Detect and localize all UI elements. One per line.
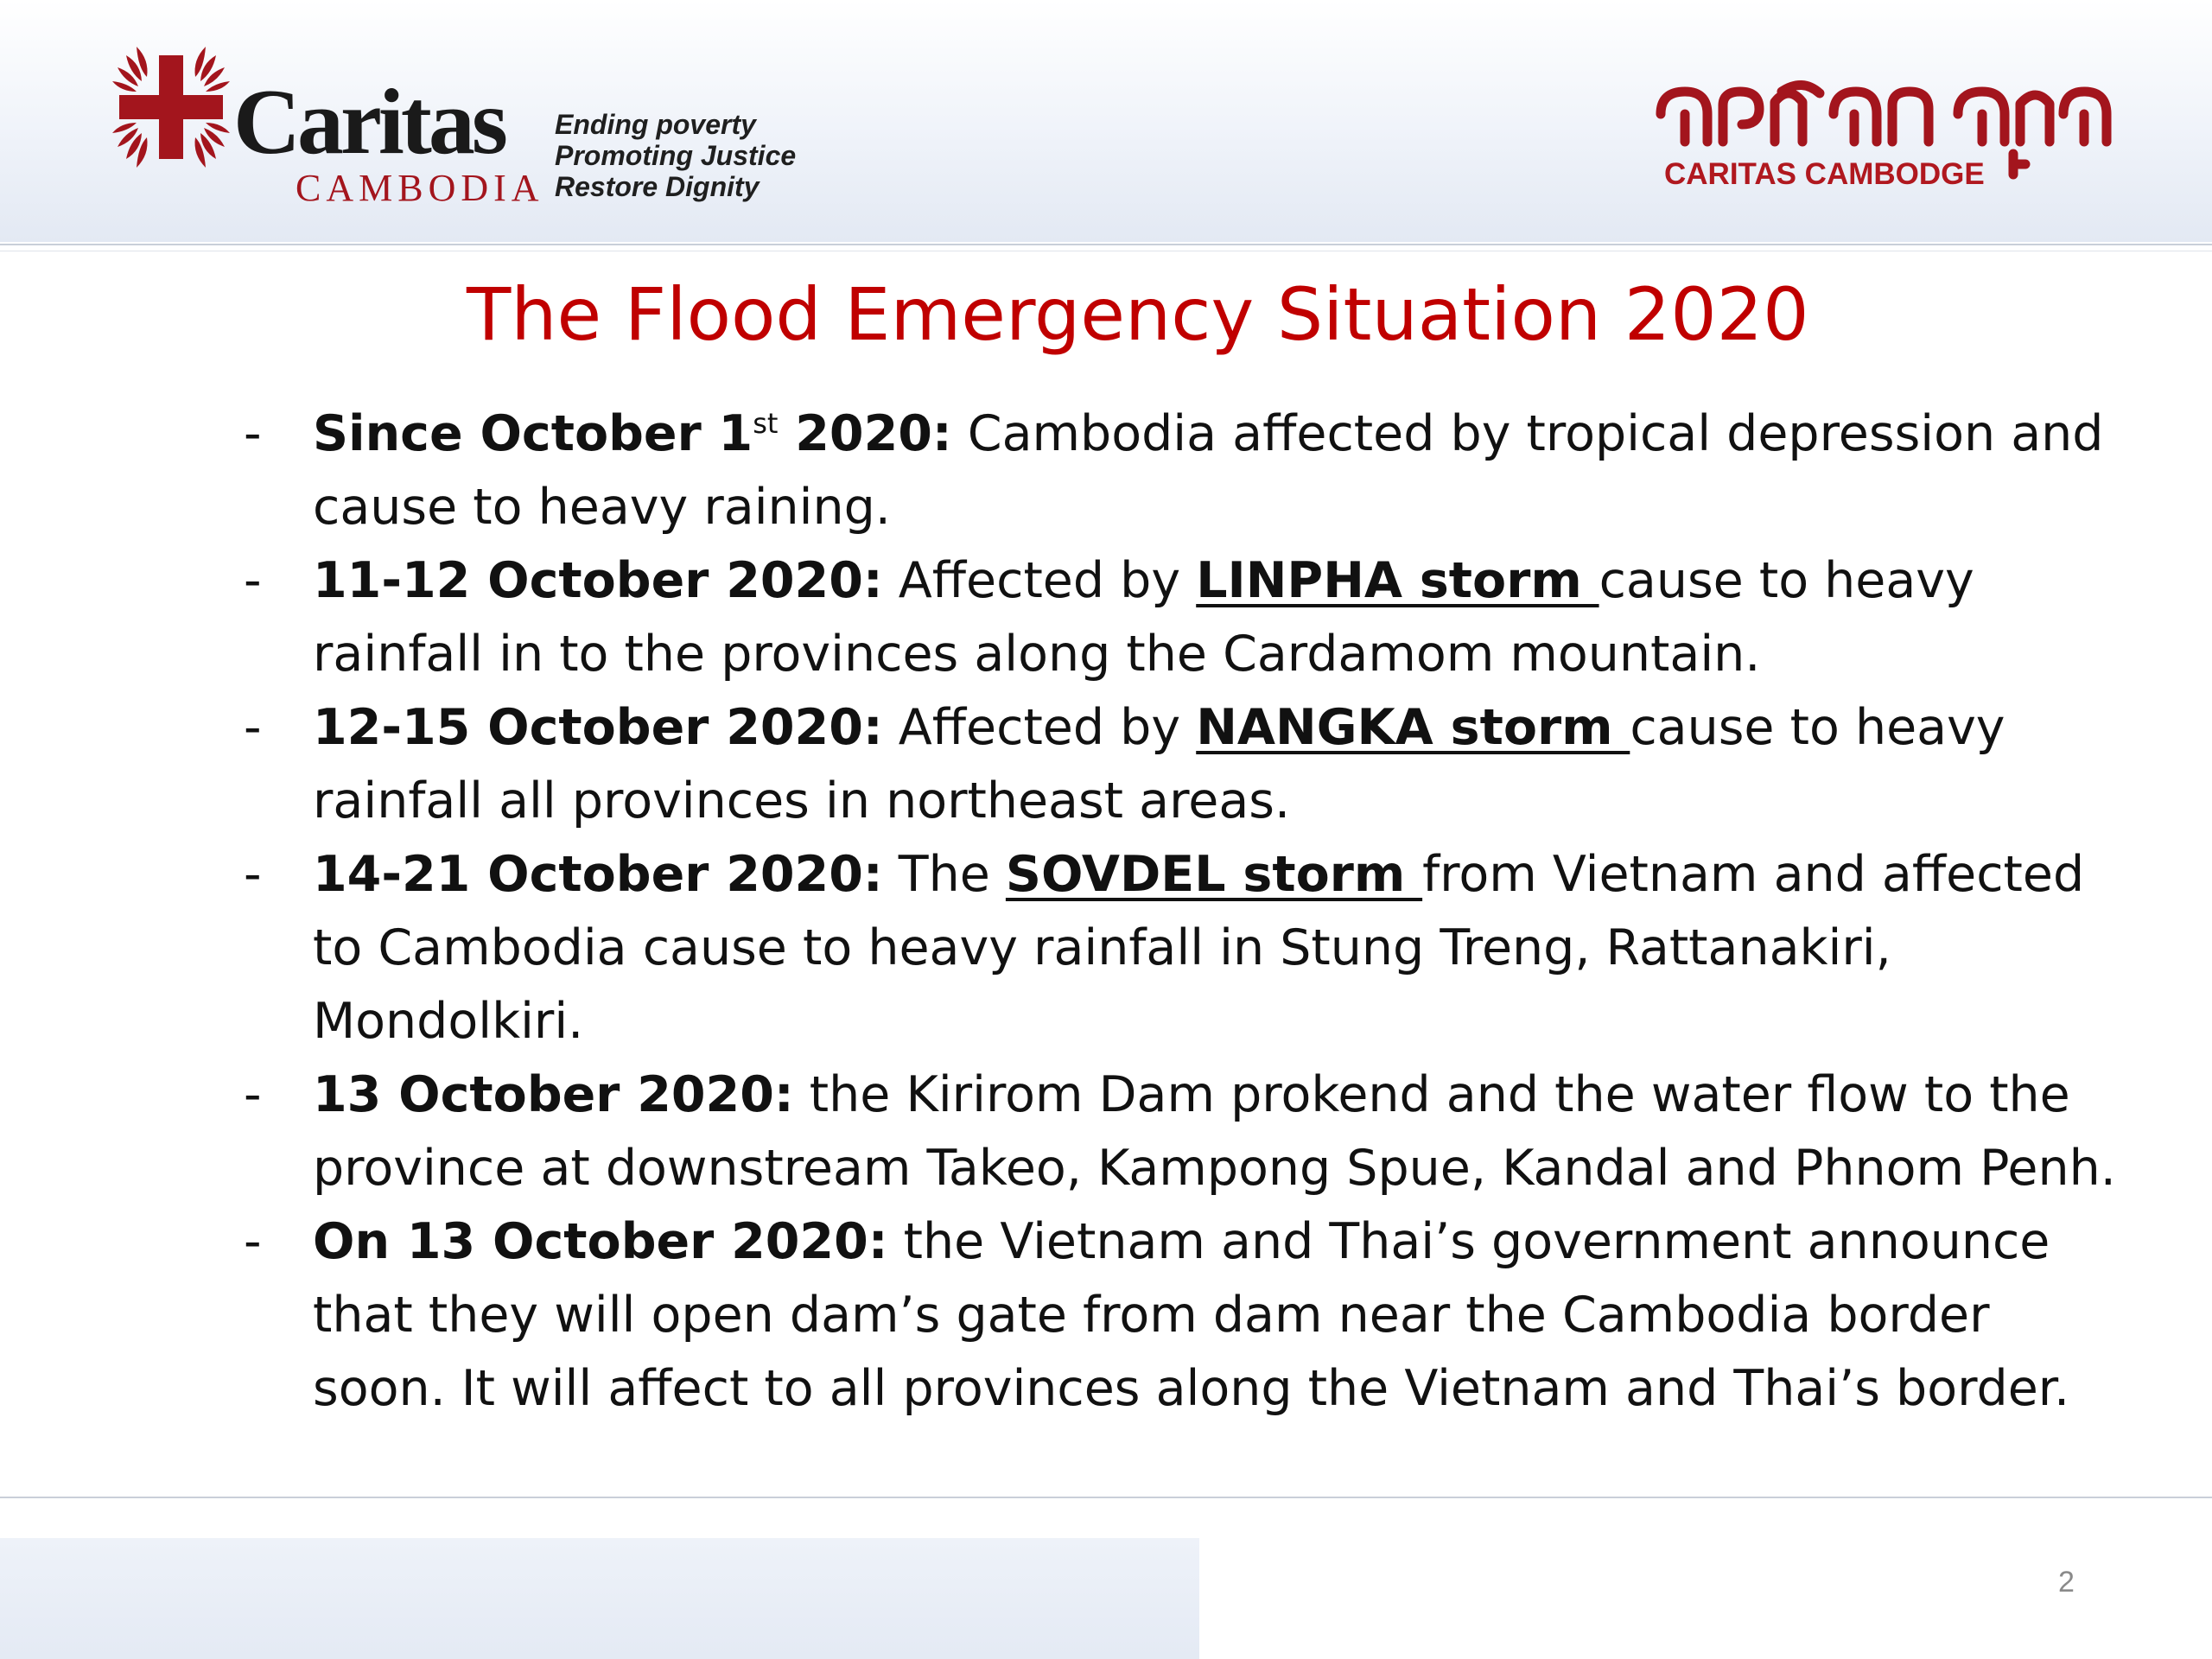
tagline-line-2: Promoting Justice: [555, 140, 797, 171]
slide-title: The Flood Emergency Situation 2020: [467, 272, 1809, 357]
storm-name: NANGKA storm: [1196, 699, 1630, 756]
tagline-line-1: Ending poverty: [555, 109, 756, 140]
bullet-marker: -: [244, 552, 262, 609]
caritas-cross-logo-icon: [102, 38, 240, 176]
bullet-text: from Vietnam and affected to Cambodia cause to heavy rainfall in Stung Treng, Rattanakiri, Mondolkiri.: [313, 846, 2085, 1050]
logo-tagline: [555, 109, 796, 202]
bullet-item-1: [233, 397, 2134, 544]
page-number: 2: [2058, 1566, 2075, 1599]
bullet-item-5: [233, 1058, 2134, 1205]
bullet-date: Since October 1: [313, 405, 753, 462]
bullet-date-year: 2020:: [778, 405, 952, 462]
footer-divider: [0, 1497, 2212, 1498]
bullet-lead: Affected by: [882, 552, 1197, 609]
bullet-marker: -: [244, 846, 262, 903]
bullet-date: 13 October 2020:: [313, 1066, 794, 1123]
bullet-text: cause to heavy rainfall all provinces in northeast areas.: [313, 699, 2005, 830]
bullet-marker: -: [244, 1213, 262, 1270]
bullet-marker: -: [244, 1066, 262, 1123]
footer-band: [0, 1538, 1199, 1659]
bullet-lead: Affected by: [882, 699, 1197, 756]
bullet-item-6: [233, 1205, 2134, 1426]
bullet-lead: The: [882, 846, 1006, 903]
bullet-date: On 13 October 2020:: [313, 1213, 888, 1270]
bullet-list: [233, 397, 2134, 1426]
header-divider: [0, 244, 2212, 245]
bullet-marker: -: [244, 699, 262, 756]
bullet-date: 12-15 October 2020:: [313, 699, 883, 756]
bullet-text: cause to heavy rainfall in to the provinces along the Cardamom mountain.: [313, 552, 1974, 683]
bullet-date-ordinal: st: [753, 407, 779, 440]
bullet-item-2: [233, 544, 2134, 691]
bullet-item-4: [233, 838, 2134, 1058]
khmer-logo-subtitle: CARITAS CAMBODGE: [1664, 157, 1985, 191]
bullet-date: 11-12 October 2020:: [313, 552, 883, 609]
bullet-text: the Kirirom Dam prokend and the water flow to the province at downstream Takeo, Kampong Spue, Kandal and Phnom Penh.: [313, 1066, 2116, 1197]
tagline-line-3: Restore Dignity: [555, 171, 760, 202]
bullet-text: the Vietnam and Thai’s government announce that they will open dam’s gate from dam near the Cambodia border soon. It will affect to all provinces along the Vietnam and Thai’s border.: [313, 1213, 2070, 1417]
caritas-logo-subtitle: CAMBODIA: [296, 167, 544, 209]
storm-name: LINPHA storm: [1196, 552, 1599, 609]
storm-name: SOVDEL storm: [1005, 846, 1423, 903]
bullet-item-3: [233, 691, 2134, 838]
bullet-date: 14-21 October 2020:: [313, 846, 883, 903]
caritas-logo-text: Caritas: [233, 71, 505, 174]
bullet-text: Cambodia affected by tropical depression and cause to heavy raining.: [313, 405, 2104, 536]
bullet-marker: -: [244, 405, 262, 462]
